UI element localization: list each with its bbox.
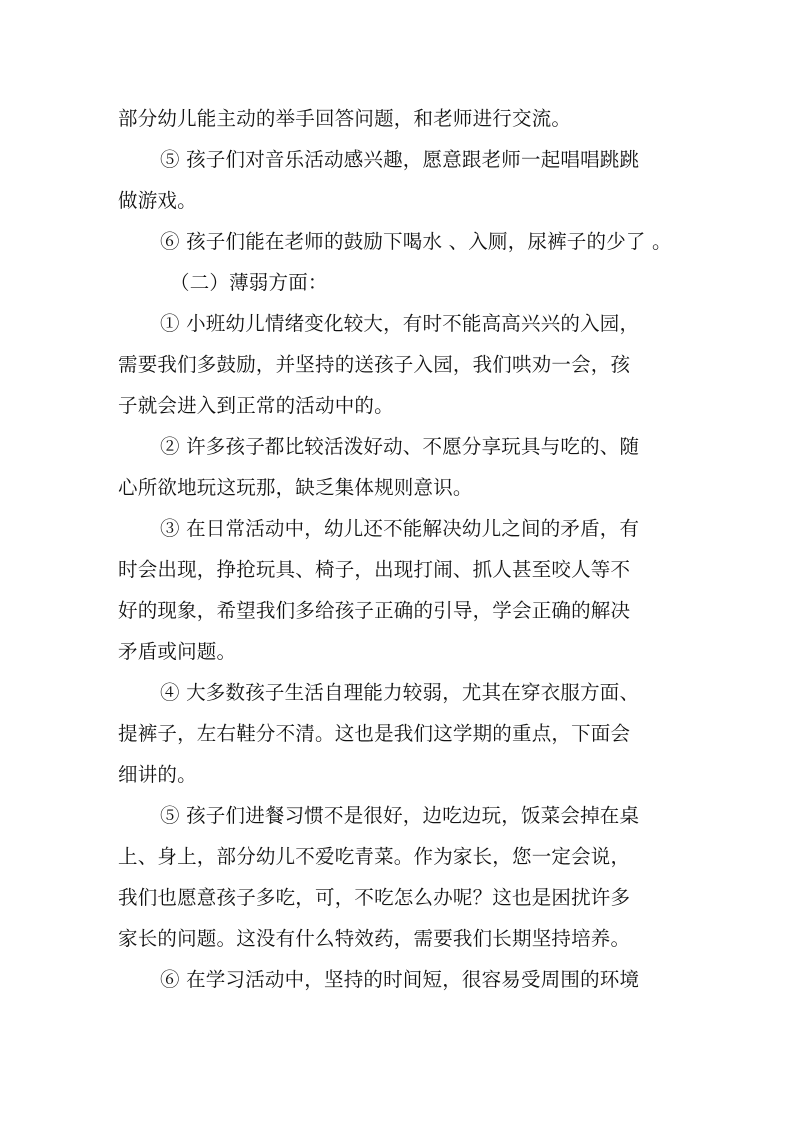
text-line: ④ 大多数孩子生活自理能力较弱，尤其在穿衣服方面、 [160, 681, 640, 704]
text-line: ⑥ 在学习活动中，坚持的时间短，很容易受周围的环境 [160, 968, 640, 991]
text-line: ② 许多孩子都比较活泼好动、不愿分享玩具与吃的、随 [160, 435, 640, 458]
text-line: 上、身上，部分幼儿不爱吃青菜。作为家长，您一定会说， [118, 845, 631, 868]
text-line: 需要我们多鼓励，并坚持的送孩子入园，我们哄劝一会，孩 [118, 353, 631, 376]
text-line: 家长的问题。这没有什么特效药，需要我们长期坚持培养。 [118, 927, 631, 950]
text-line: 细讲的。 [118, 763, 197, 786]
text-line: 时会出现，挣抢玩具、椅子，出现打闹、抓人甚至咬人等不 [118, 558, 631, 581]
text-line: 提裤子，左右鞋分不清。这也是我们这学期的重点，下面会 [118, 722, 631, 745]
text-line: ⑤ 孩子们对音乐活动感兴趣，愿意跟老师一起唱唱跳跳 [160, 148, 640, 171]
text-line: ⑥ 孩子们能在老师的鼓励下喝水 、入厕，尿裤子的少了 。 [160, 230, 672, 253]
text-line: 心所欲地玩这玩那，缺乏集体规则意识。 [118, 476, 473, 499]
document-body [118, 98, 678, 1000]
section-heading: （二）薄弱方面： [170, 271, 328, 294]
text-line: ③ 在日常活动中，幼儿还不能解决幼儿之间的矛盾，有 [160, 517, 640, 540]
text-line: 子就会进入到正常的活动中的。 [118, 394, 394, 417]
text-line: ① 小班幼儿情绪变化较大，有时不能高高兴兴的入园， [160, 312, 640, 335]
text-line: 我们也愿意孩子多吃，可，不吃怎么办呢？这也是困扰许多 [118, 886, 631, 909]
text-line: 部分幼儿能主动的举手回答问题，和老师进行交流。 [118, 107, 572, 130]
text-line: 做游戏。 [118, 189, 197, 212]
text-line: 好的现象，希望我们多给孩子正确的引导，学会正确的解决 [118, 599, 631, 622]
text-line: 矛盾或问题。 [118, 640, 237, 663]
text-line: ⑤ 孩子们进餐习惯不是很好，边吃边玩，饭菜会掉在桌 [160, 804, 640, 827]
